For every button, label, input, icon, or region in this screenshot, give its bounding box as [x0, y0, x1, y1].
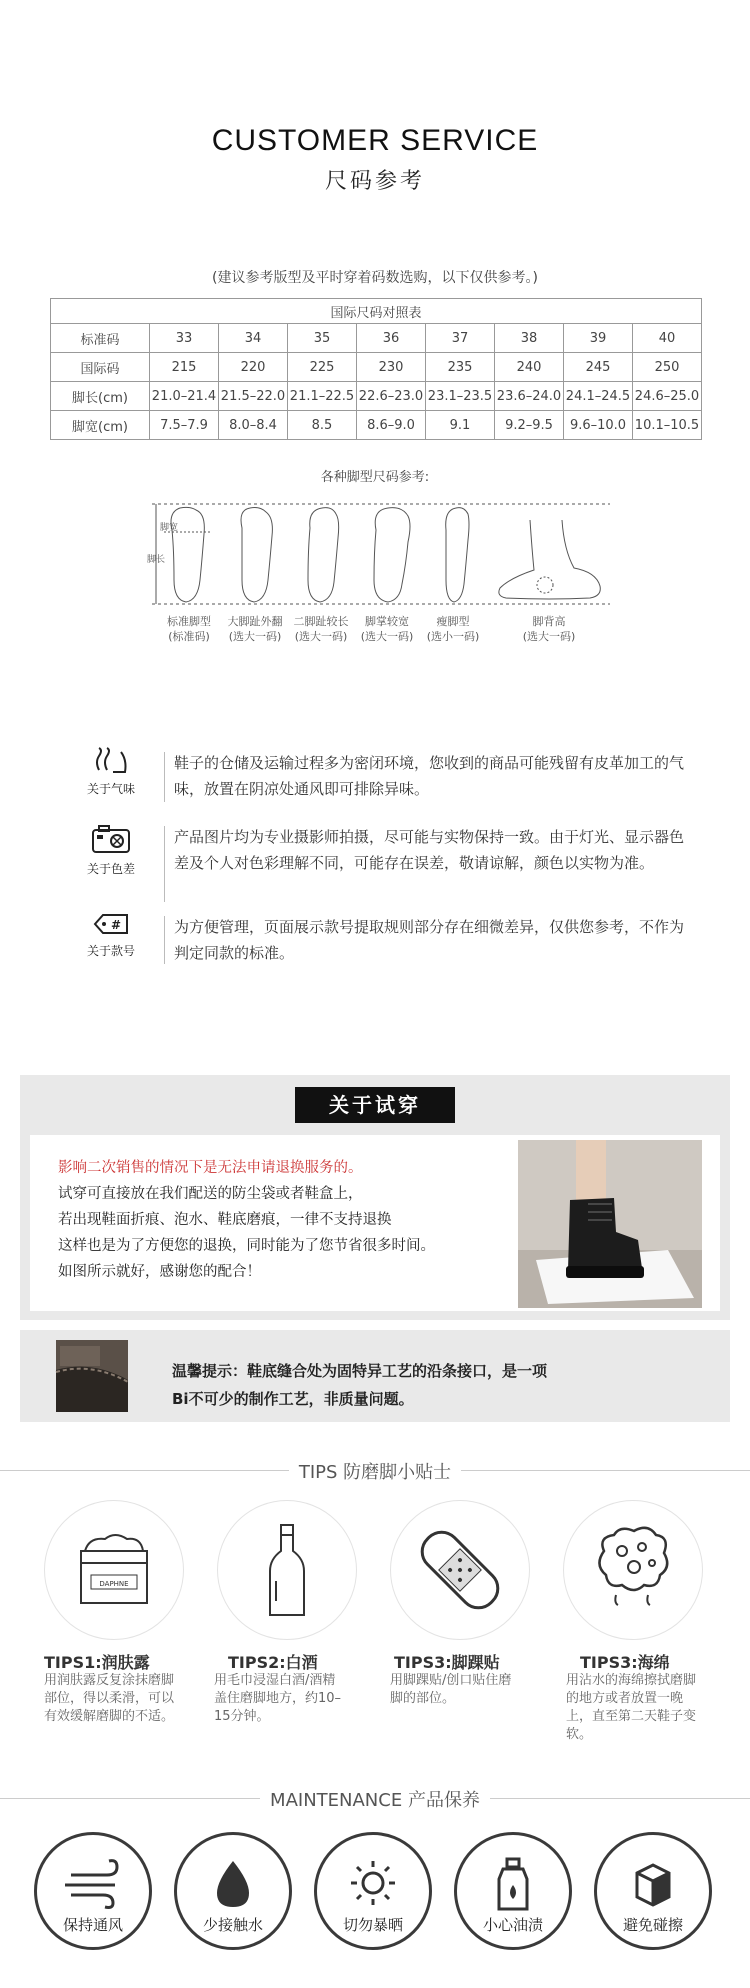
- table-cell: 24.6–25.0: [633, 382, 702, 411]
- foot-type-illustration: [147, 500, 620, 630]
- table-cell: 240: [495, 353, 564, 382]
- row-label: 脚宽(cm): [51, 411, 150, 440]
- table-cell: 7.5–7.9: [150, 411, 219, 440]
- tip-text: 用润肤露反复涂抹磨脚部位，得以柔滑，可以有效缓解磨脚的不适。: [44, 1673, 175, 1724]
- table-cell: 35: [288, 324, 357, 353]
- bandage-icon: [391, 1501, 529, 1639]
- try-on-line: 如图所示就好，感谢您的配合！: [58, 1264, 261, 1280]
- table-row: [51, 353, 702, 382]
- camera-icon: [91, 824, 131, 854]
- maintenance-label: 保持通风: [62, 1916, 123, 1934]
- note-text: 为方便管理，页面展示款号提取规则部分存在细微差异，仅供您参考，不作为判定同款的标准。: [174, 918, 685, 962]
- size-chart-table: [50, 298, 702, 440]
- table-cell: 38: [495, 324, 564, 353]
- table-cell: 34: [219, 324, 288, 353]
- table-cell: 40: [633, 324, 702, 353]
- note-color: [76, 824, 146, 877]
- foot-type-wide: 脚掌较宽 (选大一码): [360, 615, 414, 643]
- sponge-icon: [564, 1501, 702, 1639]
- note-caption: 关于色差: [86, 862, 135, 876]
- foot-type-high-instep: 脚背高 (选大一码): [522, 615, 576, 643]
- table-cell: 22.6–23.0: [357, 382, 426, 411]
- table-cell: 250: [633, 353, 702, 382]
- tip-title: TIPS3:脚踝贴: [394, 1653, 500, 1672]
- divider: [164, 826, 165, 902]
- try-on-title: 关于试穿: [295, 1087, 455, 1123]
- note-text: 鞋子的仓储及运输过程多为密闭环境，您收到的商品可能残留有皮革加工的气味，放置在阴凉处通风即可排除异味。: [174, 754, 685, 798]
- table-cell: 37: [426, 324, 495, 353]
- table-cell: 8.0–8.4: [219, 411, 288, 440]
- page-title-cn: 尺码参考: [324, 169, 425, 194]
- table-cell: 245: [564, 353, 633, 382]
- note-smell: [76, 748, 146, 797]
- table-cell: 8.6–9.0: [357, 411, 426, 440]
- maintenance-label: 少接触水: [202, 1916, 263, 1934]
- note-text: 产品图片均为专业摄影师拍摄，尽可能与实物保持一致。由于灯光、显示器色差及个人对色彩理解不同，可能存在误差，敬请谅解，颜色以实物为准。: [174, 828, 685, 872]
- smell-icon: [91, 748, 131, 774]
- tip-title: TIPS3:海绵: [580, 1653, 670, 1672]
- jar-brand-text: DAPHNE: [99, 1580, 129, 1588]
- divider: [164, 752, 165, 802]
- foot-type-slim: 瘦脚型 (选小一码): [426, 615, 480, 643]
- table-cell: 9.1: [426, 411, 495, 440]
- maintenance-label: 小心油渍: [482, 1916, 543, 1934]
- welt-detail-photo: [56, 1340, 128, 1412]
- table-cell: 36: [357, 324, 426, 353]
- maintenance-label: 切勿暴晒: [342, 1916, 403, 1934]
- maintenance-label: 避免碰擦: [622, 1916, 683, 1934]
- table-cell: 23.6–24.0: [495, 382, 564, 411]
- length-label: 脚长: [147, 555, 166, 565]
- tip-text: 用脚踝贴/创口贴住磨脚的部位。: [390, 1673, 512, 1706]
- foot-type-bunion: 大脚趾外翻 (选大一码): [227, 615, 283, 643]
- try-on-photo: [518, 1140, 702, 1308]
- try-on-line: 若出现鞋面折痕、泡水、鞋底磨痕，一律不支持退换: [58, 1212, 392, 1228]
- table-cell: 215: [150, 353, 219, 382]
- row-label: 脚长(cm): [51, 382, 150, 411]
- table-cell: 235: [426, 353, 495, 382]
- table-cell: 33: [150, 324, 219, 353]
- tip-circle: [44, 1500, 184, 1640]
- table-cell: 21.1–22.5: [288, 382, 357, 411]
- try-on-line: 这样也是为了方便您的退换，同时能为了您节省很多时间。: [58, 1238, 435, 1254]
- tag-icon: [91, 912, 131, 936]
- liquor-bottle-icon: [218, 1501, 356, 1639]
- note-style-number: [76, 912, 146, 959]
- table-cell: 24.1–24.5: [564, 382, 633, 411]
- table-row: [51, 411, 702, 440]
- svg-text:#: #: [111, 918, 122, 932]
- foot-type-standard: 标准脚型 (标准码): [167, 615, 211, 643]
- note-caption: 关于款号: [86, 944, 135, 958]
- try-on-line: 试穿可直接放在我们配送的防尘袋或者鞋盒上，: [58, 1186, 363, 1202]
- tips-section-title: TIPS 防磨脚小贴士: [289, 1462, 461, 1483]
- table-row: [51, 382, 702, 411]
- note-caption: 关于气味: [86, 782, 135, 796]
- tip-text: 用沾水的海绵擦拭磨脚的地方或者放置一晚上，直至第二天鞋子变软。: [566, 1673, 697, 1742]
- divider: [164, 916, 165, 964]
- table-cell: 225: [288, 353, 357, 382]
- row-label: 国际码: [51, 353, 150, 382]
- table-cell: 220: [219, 353, 288, 382]
- table-cell: 21.0–21.4: [150, 382, 219, 411]
- table-cell: 21.5–22.0: [219, 382, 288, 411]
- tip-title: TIPS2:白酒: [228, 1653, 318, 1672]
- try-on-warning: 影响二次销售的情况下是无法申请退换服务的。: [58, 1160, 363, 1176]
- width-label: 脚宽: [160, 523, 179, 533]
- tip-text: 用毛巾浸湿白酒/酒精盖住磨脚地方，约10–15分钟。: [214, 1673, 342, 1724]
- tip-circle: [390, 1500, 530, 1640]
- table-cell: 39: [564, 324, 633, 353]
- tip-circle: [563, 1500, 703, 1640]
- row-label: 标准码: [51, 324, 150, 353]
- table-cell: 10.1–10.5: [633, 411, 702, 440]
- page-title-en: CUSTOMER SERVICE: [211, 124, 539, 157]
- maintenance-section-title: MAINTENANCE 产品保养: [260, 1790, 490, 1811]
- table-cell: 9.2–9.5: [495, 411, 564, 440]
- size-chart-caption: 国际尺码对照表: [51, 299, 702, 324]
- foot-guide-title: 各种脚型尺码参考:: [320, 470, 430, 485]
- lotion-jar-icon: [45, 1501, 183, 1639]
- table-cell: 230: [357, 353, 426, 382]
- warm-tip-text: 温馨提示：鞋底缝合处为固特异工艺的沿条接口，是一项 Bi不可少的制作工艺，非质量问题。: [172, 1362, 548, 1408]
- tip-title: TIPS1:润肤露: [44, 1653, 150, 1672]
- table-cell: 23.1–23.5: [426, 382, 495, 411]
- table-cell: 9.6–10.0: [564, 411, 633, 440]
- table-cell: 8.5: [288, 411, 357, 440]
- table-row: [51, 324, 702, 353]
- size-advice-note: (建议参考版型及平时穿着码数选购，以下仅供参考。): [212, 270, 538, 286]
- foot-type-long-second-toe: 二脚趾较长 (选大一码): [293, 615, 349, 643]
- tip-circle: [217, 1500, 357, 1640]
- try-on-text: [58, 1155, 498, 1285]
